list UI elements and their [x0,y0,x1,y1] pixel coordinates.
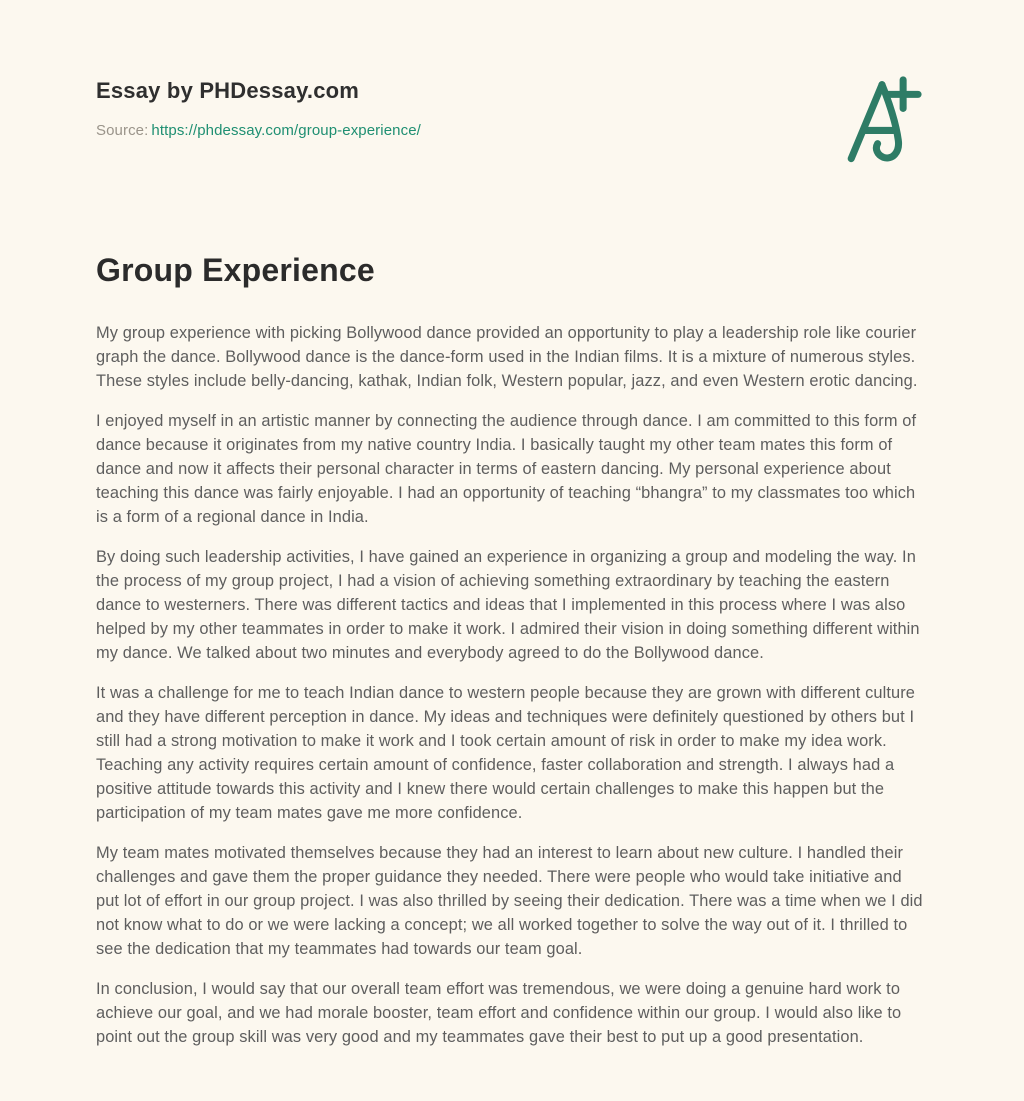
essay-paragraph-6: In conclusion, I would say that our overall team effort was tremendous, we were doing a genuine hard work to achieve our goal, and we had morale booster, team effort and confidence within our group. I would also like to point out the group skill was very good and my teammates gave their best to put up a good presentation. [96,980,902,1046]
byline: Essay by PHDessay.com [96,78,360,103]
essay-title: Group Experience [96,252,375,288]
essay-paragraph-4: It was a challenge for me to teach Indian dance to western people because they are grown with different culture and they have different perception in dance. My ideas and techniques were definitely questioned by others but I still had a strong motivation to make it work and I took certain amount of risk in order to make my idea work. Teaching any activity requires certain amount of confidence, faster collaboration and strength. I always had a positive attitude towards this activity and I knew there would certain challenges to make this happen but the participation of my team mates gave me more confidence. [96,684,915,822]
page-header [96,78,928,166]
source-line [96,122,421,139]
source-link[interactable]: https://phdessay.com/group-experience/ [151,122,421,139]
essay-paragraph-2: I enjoyed myself in an artistic manner by connecting the audience through dance. I am committed to this form of dance because it originates from my native country India. I basically taught my other team mates this form of dance and now it affects their personal character in terms of eastern dancing. My personal experience about teaching this dance was fairly enjoyable. I had an opportunity of teaching “bhangra” to my classmates too which is a form of a regional dance in India. [96,412,917,526]
header-left [96,78,421,139]
phdessay-logo-icon [838,72,926,166]
source-label: Source: [96,122,149,139]
essay-paragraph-1: My group experience with picking Bollywood dance provided an opportunity to play a leadership role like courier graph the dance. Bollywood dance is the dance-form used in the Indian films. It is a mixture of numerous styles. These styles include belly-dancing, kathak, Indian folk, Western popular, jazz, and even Western erotic dancing. [96,324,918,390]
essay-paragraph-5: My team mates motivated themselves because they had an interest to learn about new culture. I handled their challenges and gave them the proper guidance they needed. There were people who would take initiative and put lot of effort in our group project. I was also thrilled by seeing their dedication. There was a time when we I did not know what to do or we were lacking a concept; we all worked together to solve the way out of it. I thrilled to see the dedication that my teammates had towards our team goal. [96,844,923,958]
essay-paragraph-3: By doing such leadership activities, I have gained an experience in organizing a group and modeling the way. In the process of my group project, I had a vision of achieving something extraordinary by teaching the eastern dance to westerners. There was different tactics and ideas that I implemented in this process where I was also helped by my other teammates in order to make it work. I admired their vision in doing something different within my dance. We talked about two minutes and everybody agreed to do the Bollywood dance. [96,548,920,662]
essay-body [96,321,928,1049]
